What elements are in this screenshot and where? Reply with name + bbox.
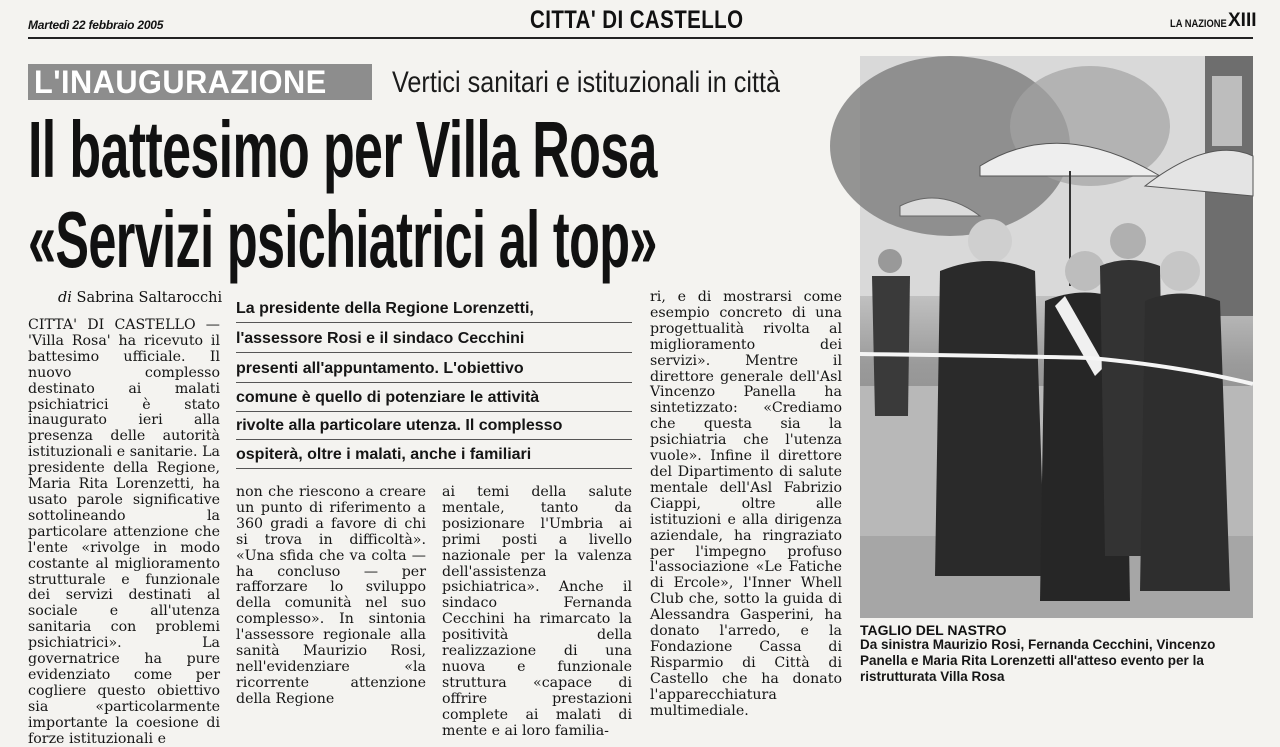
lead-line-5: rivolte alla particolare utenza. Il complesso (236, 417, 563, 434)
lead-divider (236, 352, 632, 353)
byline-author: Sabrina Saltarocchi (76, 290, 223, 306)
page-date: Martedì 22 febbraio 2005 (28, 18, 164, 32)
article-column-1: CITTA' DI CASTELLO — 'Villa Rosa' ha ricevuto il battesimo ufficiale. Il nuovo complesso destinato ai malati psichiatrici è stato inaugurato ieri alla presenza delle autorità istituzionali e sanitarie. La presidente della Regione, Maria Rita Lorenzetti, ha usato parole significative sottolineando la particolare attenzione che l'ente «rivolge in modo costante al miglioramento strutturale e funzionale dei servizi destinati al sociale e all'utenza sanitaria con problemi psichiatrici». La governatrice ha pure evidenziato come per cogliere questo obiettivo sia «particolarmente importante la coesione di forze istituzionali e (28, 317, 220, 747)
lead-line-2: l'assessore Rosi e il sindaco Cecchini (236, 330, 525, 347)
article-column-3: ai temi della salute mentale, tanto da posizionare l'Umbria ai primi posti a livello nazionale per la valenza dell'assistenza psichiatrica». Anche il sindaco Fernanda Cecchini ha rimarcato la positività della realizzazione di una nuova e funzionale struttura «capace di offrire prestazioni complete ai malati di mente e ai loro familia- (442, 484, 632, 739)
lead-divider (236, 439, 632, 440)
article-column-2: non che riescono a creare un punto di riferimento a 360 gradi a favore di chi si trova in difficoltà». «Una sfida che va colta — ha concluso — per rafforzare lo sviluppo della comunità nel suo complesso». In sintonia l'assessore regionale alla sanità Maurizio Rosi, nell'evidenziare «la ricorrente attenzione della Regione (236, 484, 426, 707)
photo-illustration (860, 56, 1253, 618)
subkicker: Vertici sanitari e istituzionali in città (392, 66, 780, 99)
byline (58, 290, 222, 306)
section-title: CITTA' DI CASTELLO (530, 6, 744, 34)
lead-divider (236, 411, 632, 412)
lead-divider (236, 322, 632, 323)
photo-caption-text: Da sinistra Maurizio Rosi, Fernanda Cecchini, Vincenzo Panella e Maria Rita Lorenzetti all'atteso evento per la ristrutturata Villa Rosa (860, 637, 1216, 684)
lead-divider (236, 468, 632, 469)
kicker-label: L'INAUGURAZIONE (34, 64, 327, 100)
lead-divider (236, 382, 632, 383)
ribbon-cutting-photo (860, 56, 1253, 618)
byline-prefix: di (58, 290, 72, 306)
headline-main: Il battesimo per Villa Rosa (28, 105, 657, 194)
photo-caption-title: TAGLIO DEL NASTRO (860, 622, 1007, 638)
headline-quote: «Servizi psichiatrici al top» (28, 195, 657, 284)
lead-line-6: ospiterà, oltre i malati, anche i familiari (236, 446, 532, 463)
article-column-4: ri, e di mostrarsi come esempio concreto di una progettualità rivolta al miglioramento dei servizi». Mentre il direttore generale dell'Asl Vincenzo Panella ha sintetizzato: «Crediamo che questa sia la psichiatria che l'utenza vuole». Infine il direttore del Dipartimento di salute mentale dell'Asl Fabrizio Ciappi, oltre alle istituzioni e alla dirigenza aziendale, ha ringraziato per l'impegno profuso l'associazione «Le Fatiche di Ercole», l'Inner Whell Club che, sotto la guida di Alessandra Gasperini, ha donato l'arredo, e la Fondazione Cassa di Risparmio di Città di Castello che ha donato l'apparecchiatura multimediale. (650, 289, 842, 719)
newspaper-name: LA NAZIONE (1170, 18, 1227, 30)
header-rule (28, 37, 1253, 39)
lead-line-4: comune è quello di potenziare le attività (236, 389, 540, 406)
lead-line-1: La presidente della Regione Lorenzetti, (236, 300, 534, 317)
lead-line-3: presenti all'appuntamento. L'obiettivo (236, 360, 524, 377)
page-number: XIII (1228, 10, 1257, 31)
